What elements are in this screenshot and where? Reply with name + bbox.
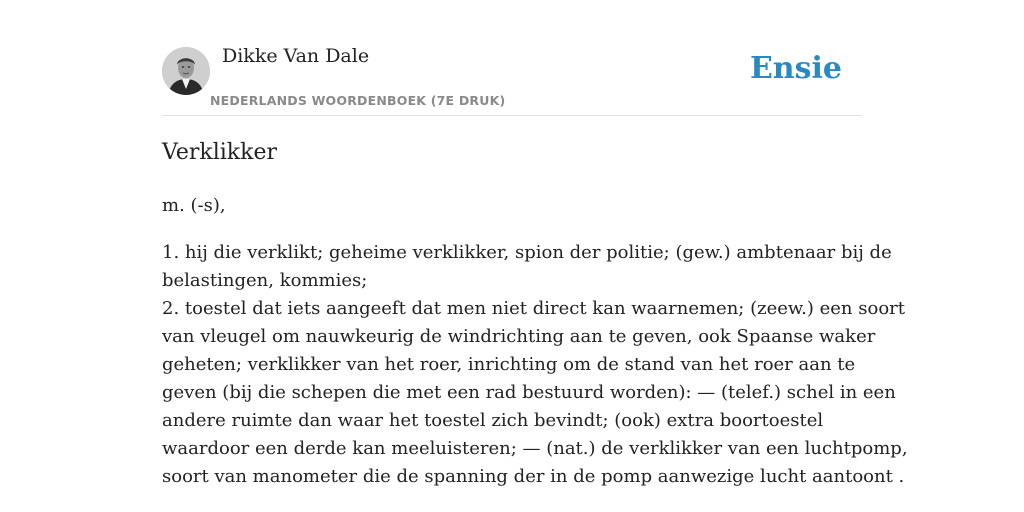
definition-line: 1. hij die verklikt; geheime verklikker, spion der politie; (gew.) ambtenaar bij de [162, 242, 892, 263]
definition-line: waardoor een derde kan meeluisteren; — (nat.) de verklikker van een luchtpomp, [162, 438, 908, 459]
definition-line: geheten; verklikker van het roer, inrichting om de stand van het roer aan te [162, 354, 856, 375]
author-avatar[interactable] [162, 47, 210, 95]
header-divider [162, 115, 862, 116]
author-name[interactable]: Dikke Van Dale [222, 45, 370, 67]
entry-definitions [162, 239, 908, 491]
definition-line: van vleugel om nauwkeurig de windrichting aan te geven, ook Spaanse waker [162, 326, 876, 347]
entry-title: Verklikker [162, 140, 278, 165]
definition-line: soort van manometer die de spanning der in de pomp aanwezige lucht aantoont . [162, 466, 905, 487]
ensie-logo-link[interactable]: Ensie [749, 51, 842, 86]
dictionary-subtitle: NEDERLANDS WOORDENBOEK (7E DRUK) [210, 93, 506, 108]
definition-line: belastingen, kommies; [162, 270, 368, 291]
definition-line: andere ruimte dan waar het toestel zich bevindt; (ook) extra boortoestel [162, 410, 824, 431]
definition-line: 2. toestel dat iets aangeeft dat men niet direct kan waarnemen; (zeew.) een soort [162, 298, 905, 319]
entry-grammar: m. (-s), [162, 195, 226, 216]
definition-line: geven (bij die schepen die met een rad bestuurd worden): — (telef.) schel in een [162, 382, 896, 403]
portrait-icon [162, 47, 210, 95]
